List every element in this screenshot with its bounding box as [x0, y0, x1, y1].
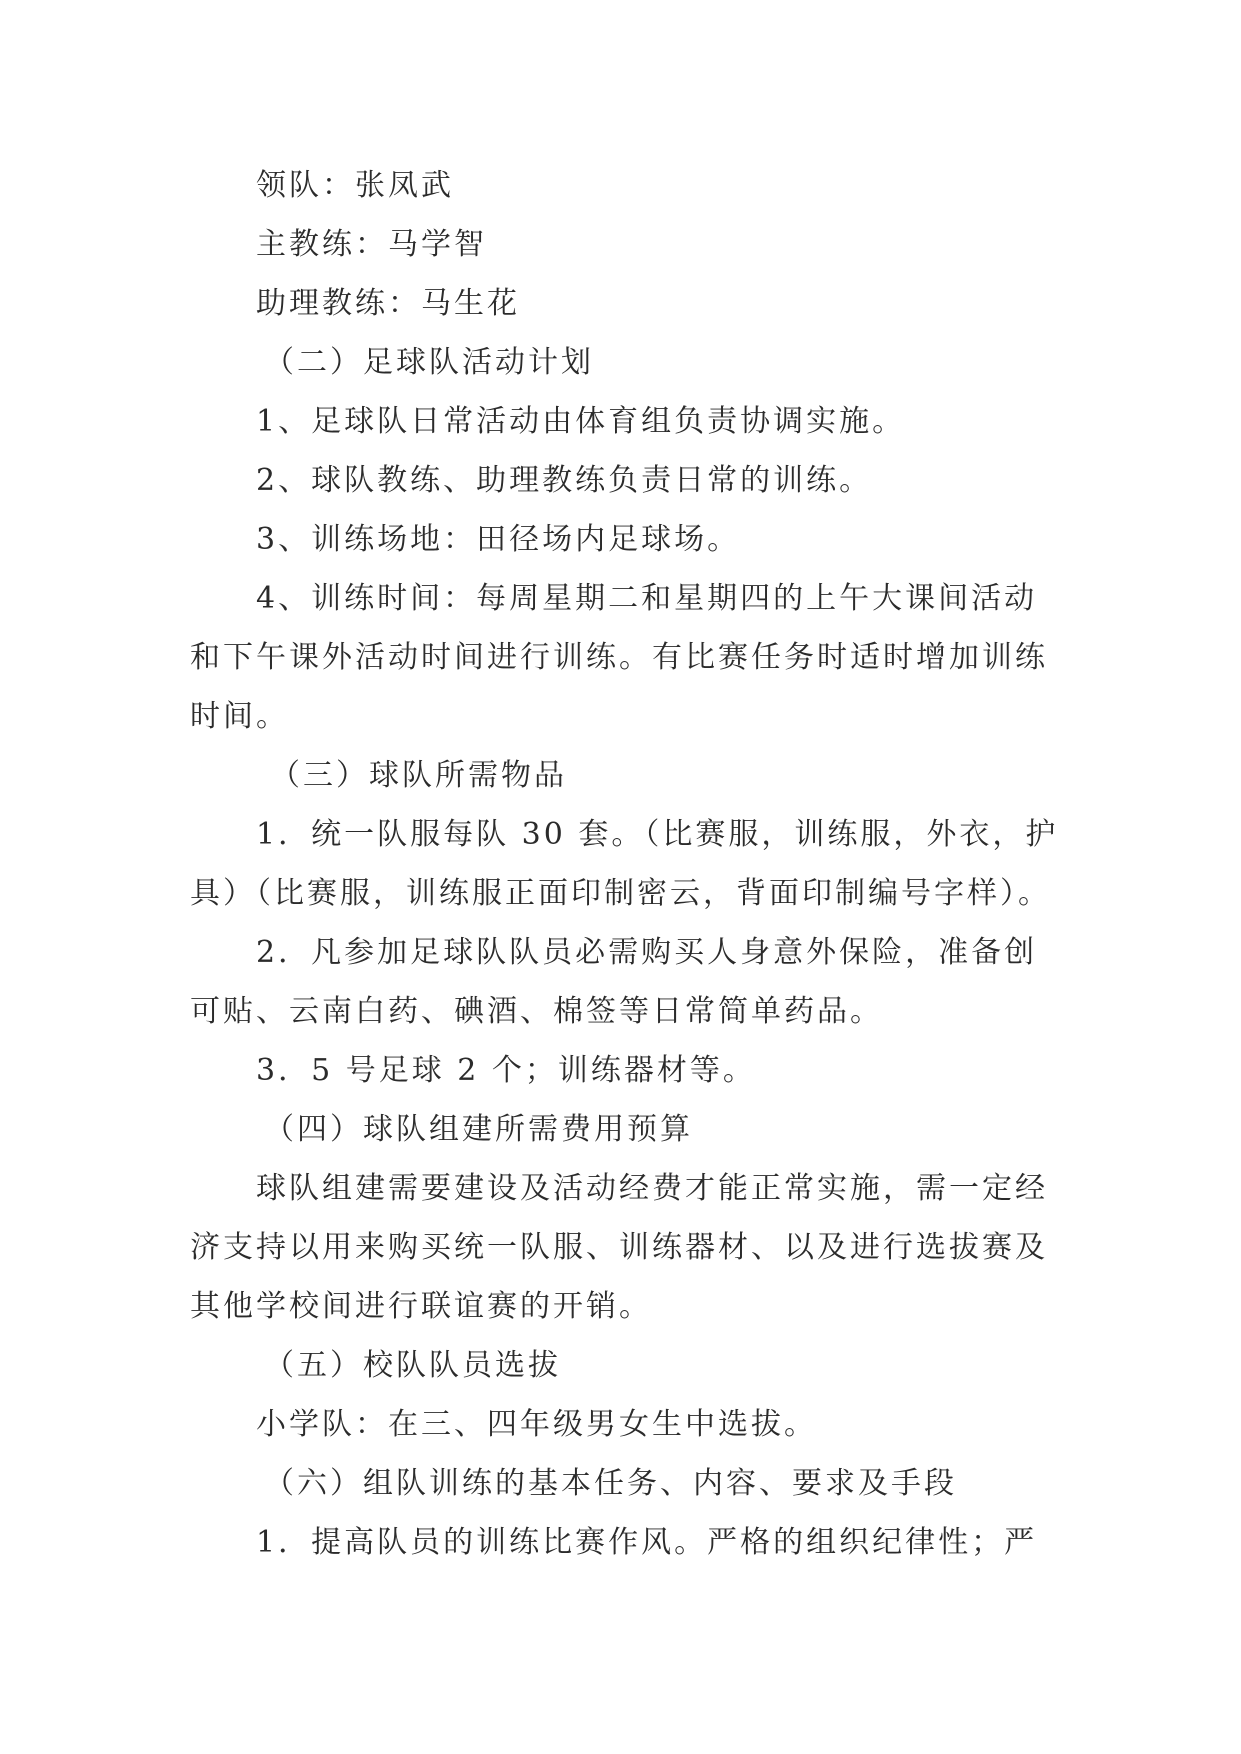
text-line: 球队组建需要建设及活动经费才能正常实施，需一定经 — [256, 1171, 1048, 1206]
text-line: 领队：张凤武 — [256, 168, 454, 203]
text-line: 小学队：在三、四年级男女生中选拔。 — [256, 1407, 817, 1442]
text-line: 3、训练场地：田径场内足球场。 — [256, 522, 741, 557]
document-body — [190, 156, 1070, 1572]
text-line: 2、球队教练、助理教练负责日常的训练。 — [256, 463, 873, 498]
section-heading: （二）足球队活动计划 — [264, 345, 594, 380]
section-heading: （四）球队组建所需费用预算 — [264, 1112, 693, 1147]
text-line: 济支持以用来购买统一队服、训练器材、以及进行选拔赛及 — [190, 1230, 1048, 1265]
text-line: 具）（比赛服，训练服正面印制密云，背面印制编号字样）。 — [190, 876, 1051, 911]
section-heading: （六）组队训练的基本任务、内容、要求及手段 — [264, 1466, 957, 1501]
text-line: 4、训练时间：每周星期二和星期四的上午大课间活动 — [256, 581, 1038, 616]
text-line: 和下午课外活动时间进行训练。有比赛任务时适时增加训练 — [190, 640, 1048, 675]
text-line: 1．统一队服每队 30 套。（比赛服，训练服，外衣，护 — [256, 817, 1059, 852]
text-line: 可贴、云南白药、碘酒、棉签等日常简单药品。 — [190, 994, 883, 1029]
text-line: 助理教练：马生花 — [256, 286, 520, 321]
text-line: 3．5 号足球 2 个；训练器材等。 — [256, 1053, 756, 1088]
text-line: 主教练：马学智 — [256, 227, 487, 262]
text-line: 其他学校间进行联谊赛的开销。 — [190, 1289, 652, 1324]
text-line: 2．凡参加足球队队员必需购买人身意外保险，准备创 — [256, 935, 1038, 970]
text-line: 1、足球队日常活动由体育组负责协调实施。 — [256, 404, 906, 439]
text-line: 时间。 — [190, 699, 289, 734]
text-line: 1．提高队员的训练比赛作风。严格的组织纪律性；严 — [256, 1525, 1038, 1560]
section-heading: （五）校队队员选拔 — [264, 1348, 561, 1383]
section-heading: （三）球队所需物品 — [270, 758, 567, 793]
